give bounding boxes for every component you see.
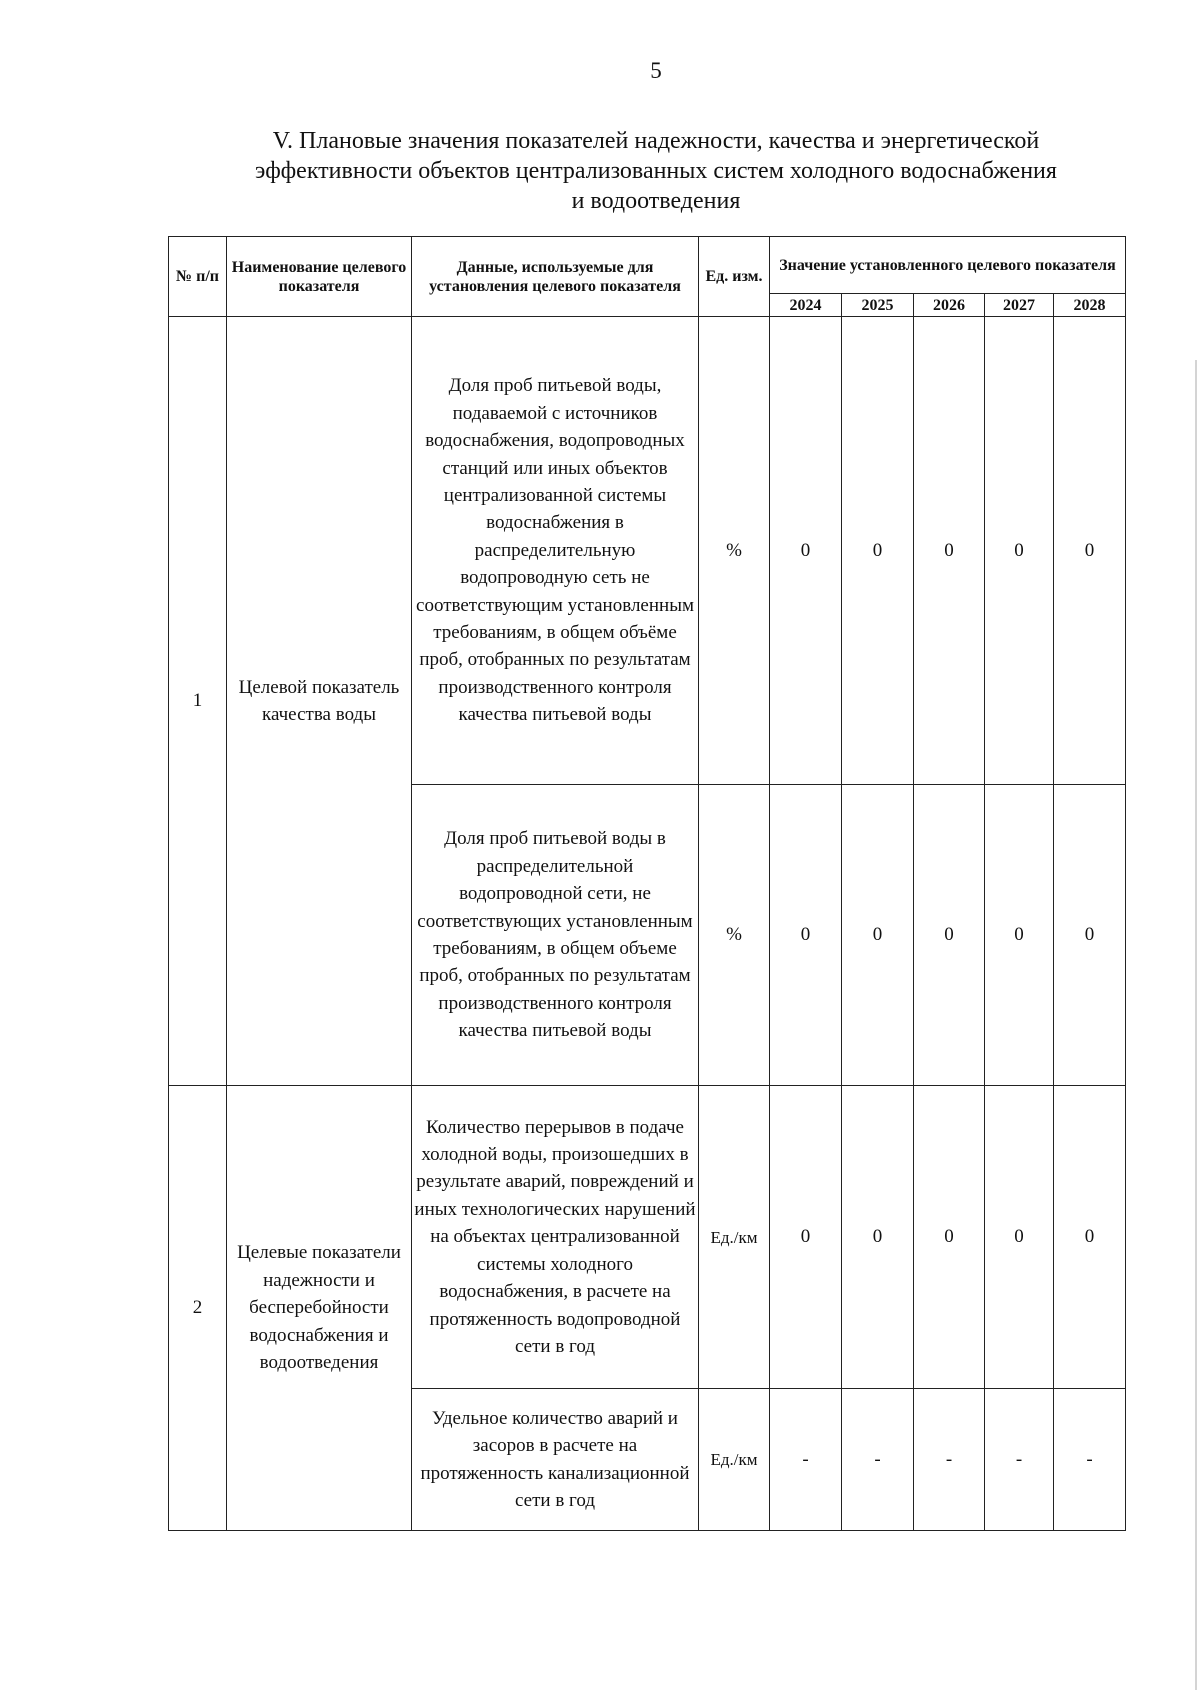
header-target-value: Значение установленного целевого показателя: [770, 237, 1126, 294]
header-num: № п/п: [169, 237, 227, 317]
value-cell: 0: [914, 785, 985, 1086]
indicator-unit: %: [699, 317, 770, 785]
table-row: [169, 1086, 1126, 1389]
value-cell: -: [1054, 1389, 1126, 1531]
value-cell: 0: [842, 317, 914, 785]
indicator-name: Целевой показатель качества воды: [227, 317, 412, 1086]
value-cell: 0: [1054, 1086, 1126, 1389]
indicator-source-data: Доля проб питьевой воды, подаваемой с источников водоснабжения, водопроводных станций или иных объектов централизованной системы водоснабжения в распределительную водопроводную сеть не соответствующим установленным требованиям, в общем объёме проб, отобранных по результатам производственного контроля качества питьевой воды: [412, 317, 699, 785]
value-cell: 0: [770, 1086, 842, 1389]
value-cell: 0: [842, 785, 914, 1086]
value-cell: 0: [985, 1086, 1054, 1389]
header-unit: Ед. изм.: [699, 237, 770, 317]
indicator-unit: %: [699, 785, 770, 1086]
header-year: 2025: [842, 294, 914, 317]
title-line: эффективности объектов централизованных систем холодного водоснабжения: [255, 158, 1057, 184]
indicator-name: Целевые показатели надежности и бесперебойности водоснабжения и водоотведения: [227, 1086, 412, 1531]
row-number: 2: [169, 1086, 227, 1531]
indicator-source-data: Доля проб питьевой воды в распределительной водопроводной сети, не соответствующих установленным требованиям, в общем объеме проб, отобранных по результатам производственного контроля качества питьевой воды: [412, 785, 699, 1086]
header-year: 2024: [770, 294, 842, 317]
row-number: 1: [169, 317, 227, 1086]
section-title: [180, 126, 1132, 216]
indicator-unit: Ед./км: [699, 1086, 770, 1389]
value-cell: -: [914, 1389, 985, 1531]
indicator-source-data: Удельное количество аварий и засоров в расчете на протяженность канализационной сети в год: [412, 1389, 699, 1531]
header-year: 2028: [1054, 294, 1126, 317]
value-cell: 0: [770, 317, 842, 785]
value-cell: -: [842, 1389, 914, 1531]
value-cell: -: [985, 1389, 1054, 1531]
page-number: 5: [650, 58, 662, 83]
value-cell: 0: [1054, 317, 1126, 785]
value-cell: 0: [1054, 785, 1126, 1086]
header-year: 2026: [914, 294, 985, 317]
title-line: и водоотведения: [571, 188, 741, 214]
value-cell: 0: [985, 785, 1054, 1086]
indicator-source-data: Количество перерывов в подаче холодной воды, произошедших в результате аварий, повреждений и иных технологических нарушений на объектах централизованной системы холодного водоснабжения, в расчете на протяженность водопроводной сети в год: [412, 1086, 699, 1389]
value-cell: 0: [914, 317, 985, 785]
scan-edge-line: [1195, 360, 1197, 1690]
value-cell: 0: [985, 317, 1054, 785]
indicator-unit: Ед./км: [699, 1389, 770, 1531]
value-cell: 0: [914, 1086, 985, 1389]
value-cell: 0: [842, 1086, 914, 1389]
value-cell: 0: [770, 785, 842, 1086]
value-cell: -: [770, 1389, 842, 1531]
title-line: V. Плановые значения показателей надежности, качества и энергетической: [272, 128, 1040, 154]
table-row: [169, 317, 1126, 785]
target-indicators-table: [168, 236, 1126, 1531]
header-year: 2027: [985, 294, 1054, 317]
header-source-data: Данные, используемые для установления целевого показателя: [412, 237, 699, 317]
header-indicator-name: Наименование целевого показателя: [227, 237, 412, 317]
